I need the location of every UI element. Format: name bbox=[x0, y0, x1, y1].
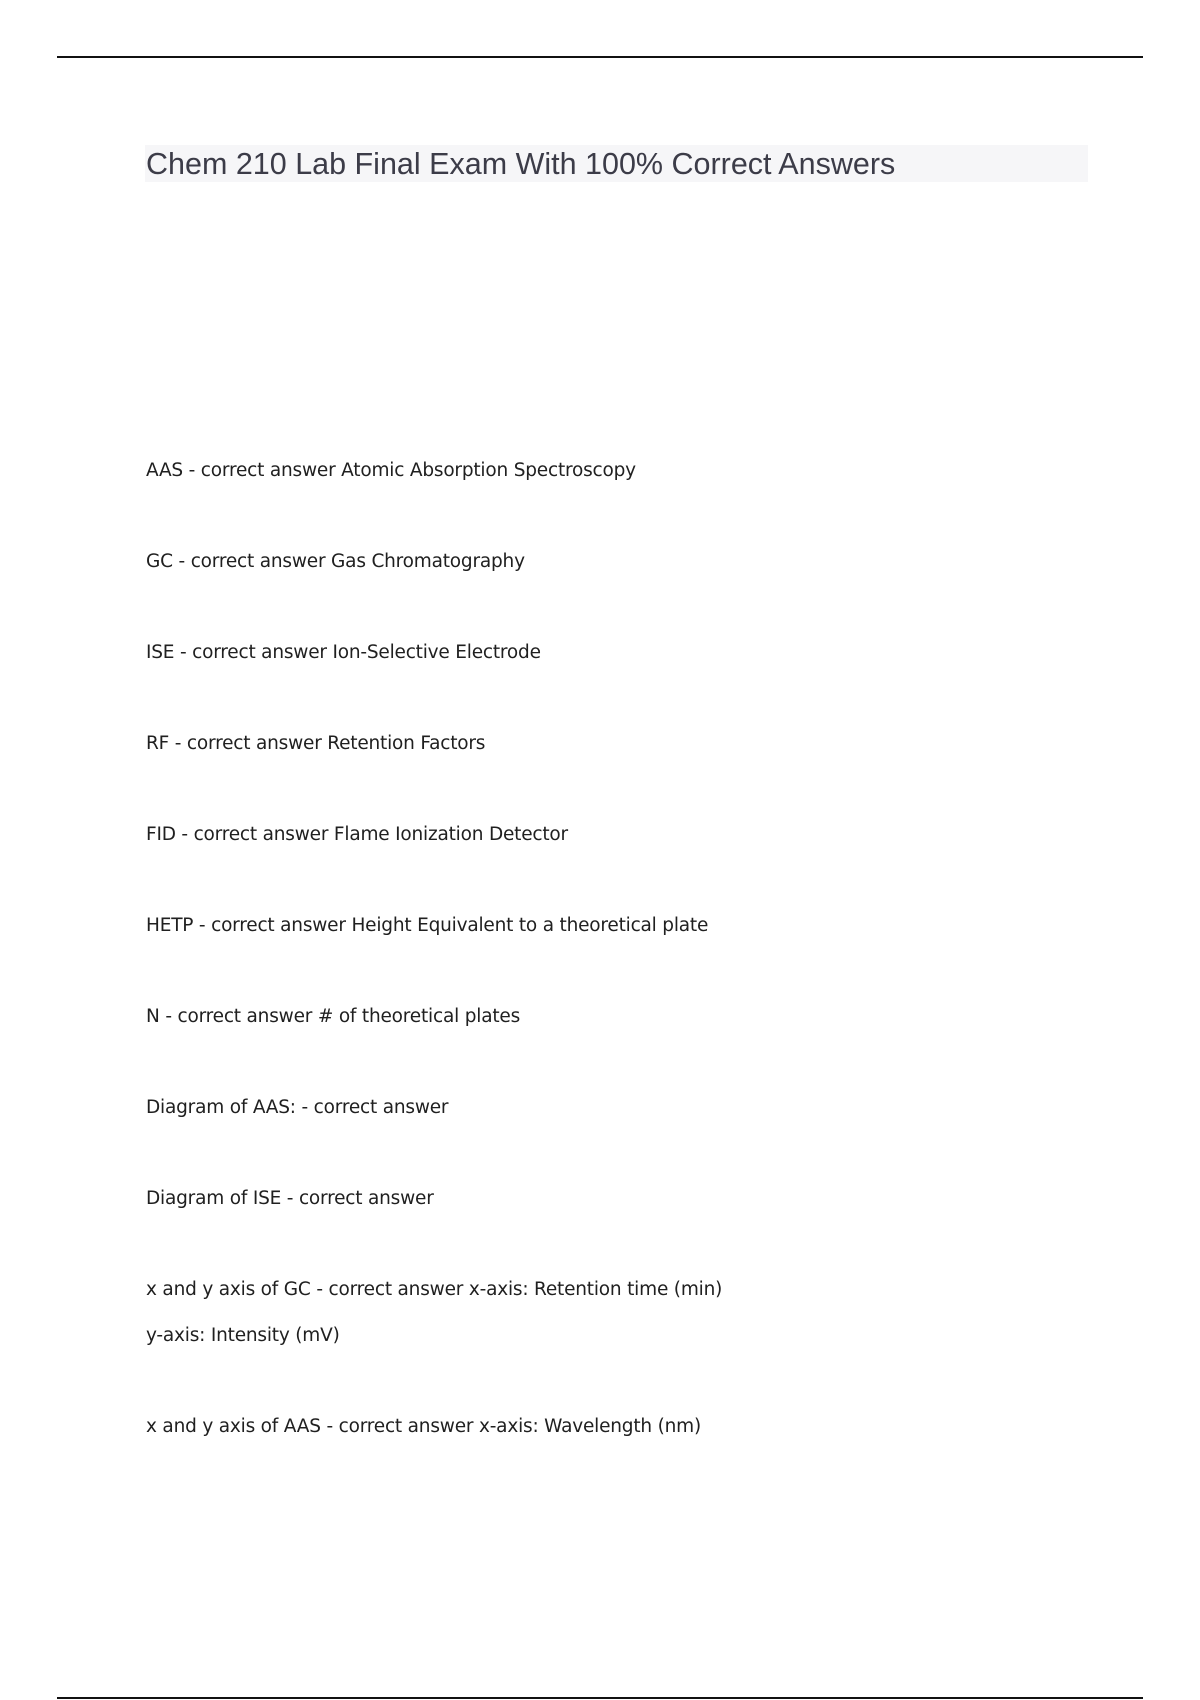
qa-text: HETP - correct answer Height Equivalent to a theoretical plate bbox=[146, 915, 709, 936]
qa-text: FID - correct answer Flame Ionization Detector bbox=[146, 824, 568, 845]
qa-text: GC - correct answer Gas Chromatography bbox=[146, 551, 525, 572]
qa-item bbox=[146, 913, 708, 939]
qa-item bbox=[146, 640, 541, 666]
qa-text: Diagram of ISE - correct answer bbox=[146, 1188, 434, 1209]
qa-text: x and y axis of AAS - correct answer x-axis: Wavelength (nm) bbox=[146, 1416, 701, 1437]
qa-item bbox=[146, 1004, 520, 1030]
qa-text: Diagram of AAS: - correct answer bbox=[146, 1097, 449, 1118]
qa-text: ISE - correct answer Ion-Selective Electrode bbox=[146, 642, 541, 663]
qa-item bbox=[146, 549, 525, 575]
qa-item bbox=[146, 1277, 722, 1349]
footer-rule bbox=[57, 1697, 1143, 1699]
qa-text: AAS - correct answer Atomic Absorption Spectroscopy bbox=[146, 460, 636, 481]
qa-item bbox=[146, 1414, 701, 1440]
qa-item bbox=[146, 822, 568, 848]
qa-text: x and y axis of GC - correct answer x-axis: Retention time (min) bbox=[146, 1279, 723, 1300]
qa-item bbox=[146, 731, 485, 757]
qa-item bbox=[146, 1095, 448, 1121]
qa-item bbox=[146, 1186, 434, 1212]
qa-text: N - correct answer # of theoretical plates bbox=[146, 1006, 521, 1027]
document-title: Chem 210 Lab Final Exam With 100% Correct Answers bbox=[146, 147, 896, 181]
qa-item bbox=[146, 458, 636, 484]
qa-text-continuation: y-axis: Intensity (mV) bbox=[146, 1325, 340, 1346]
qa-text: RF - correct answer Retention Factors bbox=[146, 733, 486, 754]
header-rule bbox=[57, 56, 1143, 58]
